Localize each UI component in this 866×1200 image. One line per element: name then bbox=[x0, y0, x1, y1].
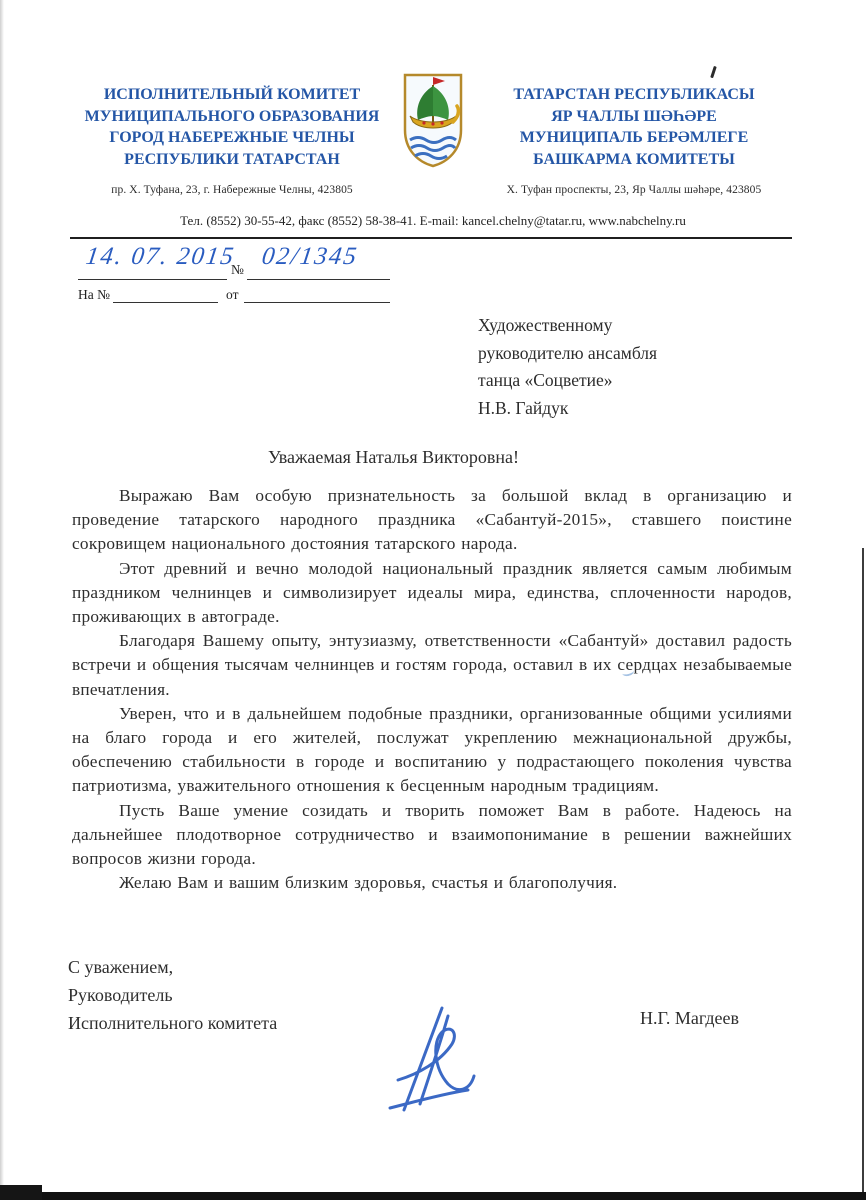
incoming-date-underline bbox=[244, 301, 390, 303]
handwritten-date: 14. 07. 2015 bbox=[84, 243, 237, 270]
letter-body bbox=[72, 484, 792, 895]
org-name-line: ИСПОЛНИТЕЛЬНЫЙ КОМИТЕТ bbox=[103, 86, 361, 103]
number-underline bbox=[247, 278, 390, 280]
scan-speck-top-right bbox=[710, 66, 716, 78]
incoming-number-underline bbox=[113, 301, 218, 303]
org-name-line: ГОРОД НАБЕРЕЖНЫЕ ЧЕЛНЫ bbox=[109, 129, 355, 146]
scan-edge-blob-bottom-left bbox=[0, 1185, 42, 1200]
org-name-line: МУНИЦИПАЛЬНОГО ОБРАЗОВАНИЯ bbox=[84, 107, 380, 125]
org-name-line: ЯР ЧАЛЛЫ ШӘҺӘРЕ bbox=[551, 107, 717, 125]
org-name-line: ТАТАРСТАН РЕСПУБЛИКАСЫ bbox=[513, 86, 755, 103]
number-sign-label: № bbox=[231, 262, 244, 277]
closing-block bbox=[68, 954, 277, 1037]
body-paragraph: Уверен, что и в дальнейшем подобные праздники, организованные общими усилиями на благо города и его жителей, послужат укреплению межнациональной дружбы, обеспечению стабильности в городе и воспитанию у подрастающего поколения чувства патриотизма, уважительного отношения к бесценным народным традициям. bbox=[72, 703, 792, 796]
letterhead-tatar-block bbox=[466, 84, 802, 202]
handwritten-outgoing-number: 02/1345 bbox=[260, 243, 360, 270]
scan-edge-bar-bottom bbox=[0, 1192, 866, 1200]
handwritten-signature-icon bbox=[368, 982, 498, 1127]
recipient-line: Художественному bbox=[478, 315, 613, 335]
date-underline bbox=[78, 278, 227, 280]
closing-line: С уважением, bbox=[68, 957, 174, 977]
recipient-line: руководителю ансамбля bbox=[478, 342, 658, 363]
body-paragraph: Благодаря Вашему опыту, энтузиазму, ответственности «Сабантуй» доставил радость встречи и общения тысячам челнинцев и гостям города, оставил в их сердцах незабываемые впечатления. bbox=[72, 631, 792, 699]
incoming-date-label: от bbox=[226, 287, 239, 302]
body-paragraph: Выражаю Вам особую признательность за большой вклад в организацию и проведение татарского народного праздника «Сабантуй-2015», ставшего поистине сокровищем национального достояния татарского народа. bbox=[72, 486, 792, 554]
org-name-line: БАШКАРМА КОМИТЕТЫ bbox=[533, 150, 735, 168]
recipient-line: танца «Соцветие» bbox=[478, 370, 613, 390]
org-name-line: МУНИЦИПАЛЬ БЕРӘМЛЕГЕ bbox=[519, 129, 749, 146]
signatory-name: Н.Г. Магдеев bbox=[640, 1008, 739, 1028]
org-address-russian: пр. Х. Туфана, 23, г. Набережные Челны, 423805 bbox=[111, 184, 353, 196]
closing-line: Исполнительного комитета bbox=[68, 1012, 278, 1033]
scan-edge-shadow-left bbox=[0, 0, 4, 1200]
scan-edge-line-right bbox=[862, 548, 864, 1194]
recipient-block bbox=[478, 312, 758, 422]
org-name-line: РЕСПУБЛИКИ ТАТАРСТАН bbox=[124, 150, 340, 168]
letterhead-russian-block bbox=[64, 84, 400, 202]
body-paragraph: Пусть Ваше умение созидать и творить поможет Вам в работе. Надеюсь на дальнейшее плодотворное сотрудничество и взаимопонимание в решении важнейших вопросов жизни города. bbox=[72, 800, 792, 869]
contact-line: Тел. (8552) 30-55-42, факс (8552) 58-38-41. E-mail: kancel.chelny@tatar.ru, www.nabchelny.ru bbox=[180, 213, 686, 228]
incoming-number-label: На № bbox=[78, 287, 110, 302]
salutation: Уважаемая Наталья Викторовна! bbox=[268, 447, 520, 467]
divider-line bbox=[70, 237, 792, 239]
coat-of-arms-icon bbox=[402, 72, 464, 169]
org-address-tatar: Х. Туфан проспекты, 23, Яр Чаллы шәһәре, 423805 bbox=[506, 184, 762, 196]
recipient-line: Н.В. Гайдук bbox=[478, 397, 569, 418]
body-paragraph: Этот древний и вечно молодой национальный праздник является самым любимым праздником челнинцев и символизирует идеалы мира, единства, сплоченности народов, проживающих в автограде. bbox=[72, 558, 792, 627]
closing-line: Руководитель bbox=[68, 984, 173, 1005]
body-paragraph: Желаю Вам и вашим близким здоровья, счастья и благополучия. bbox=[119, 873, 618, 893]
